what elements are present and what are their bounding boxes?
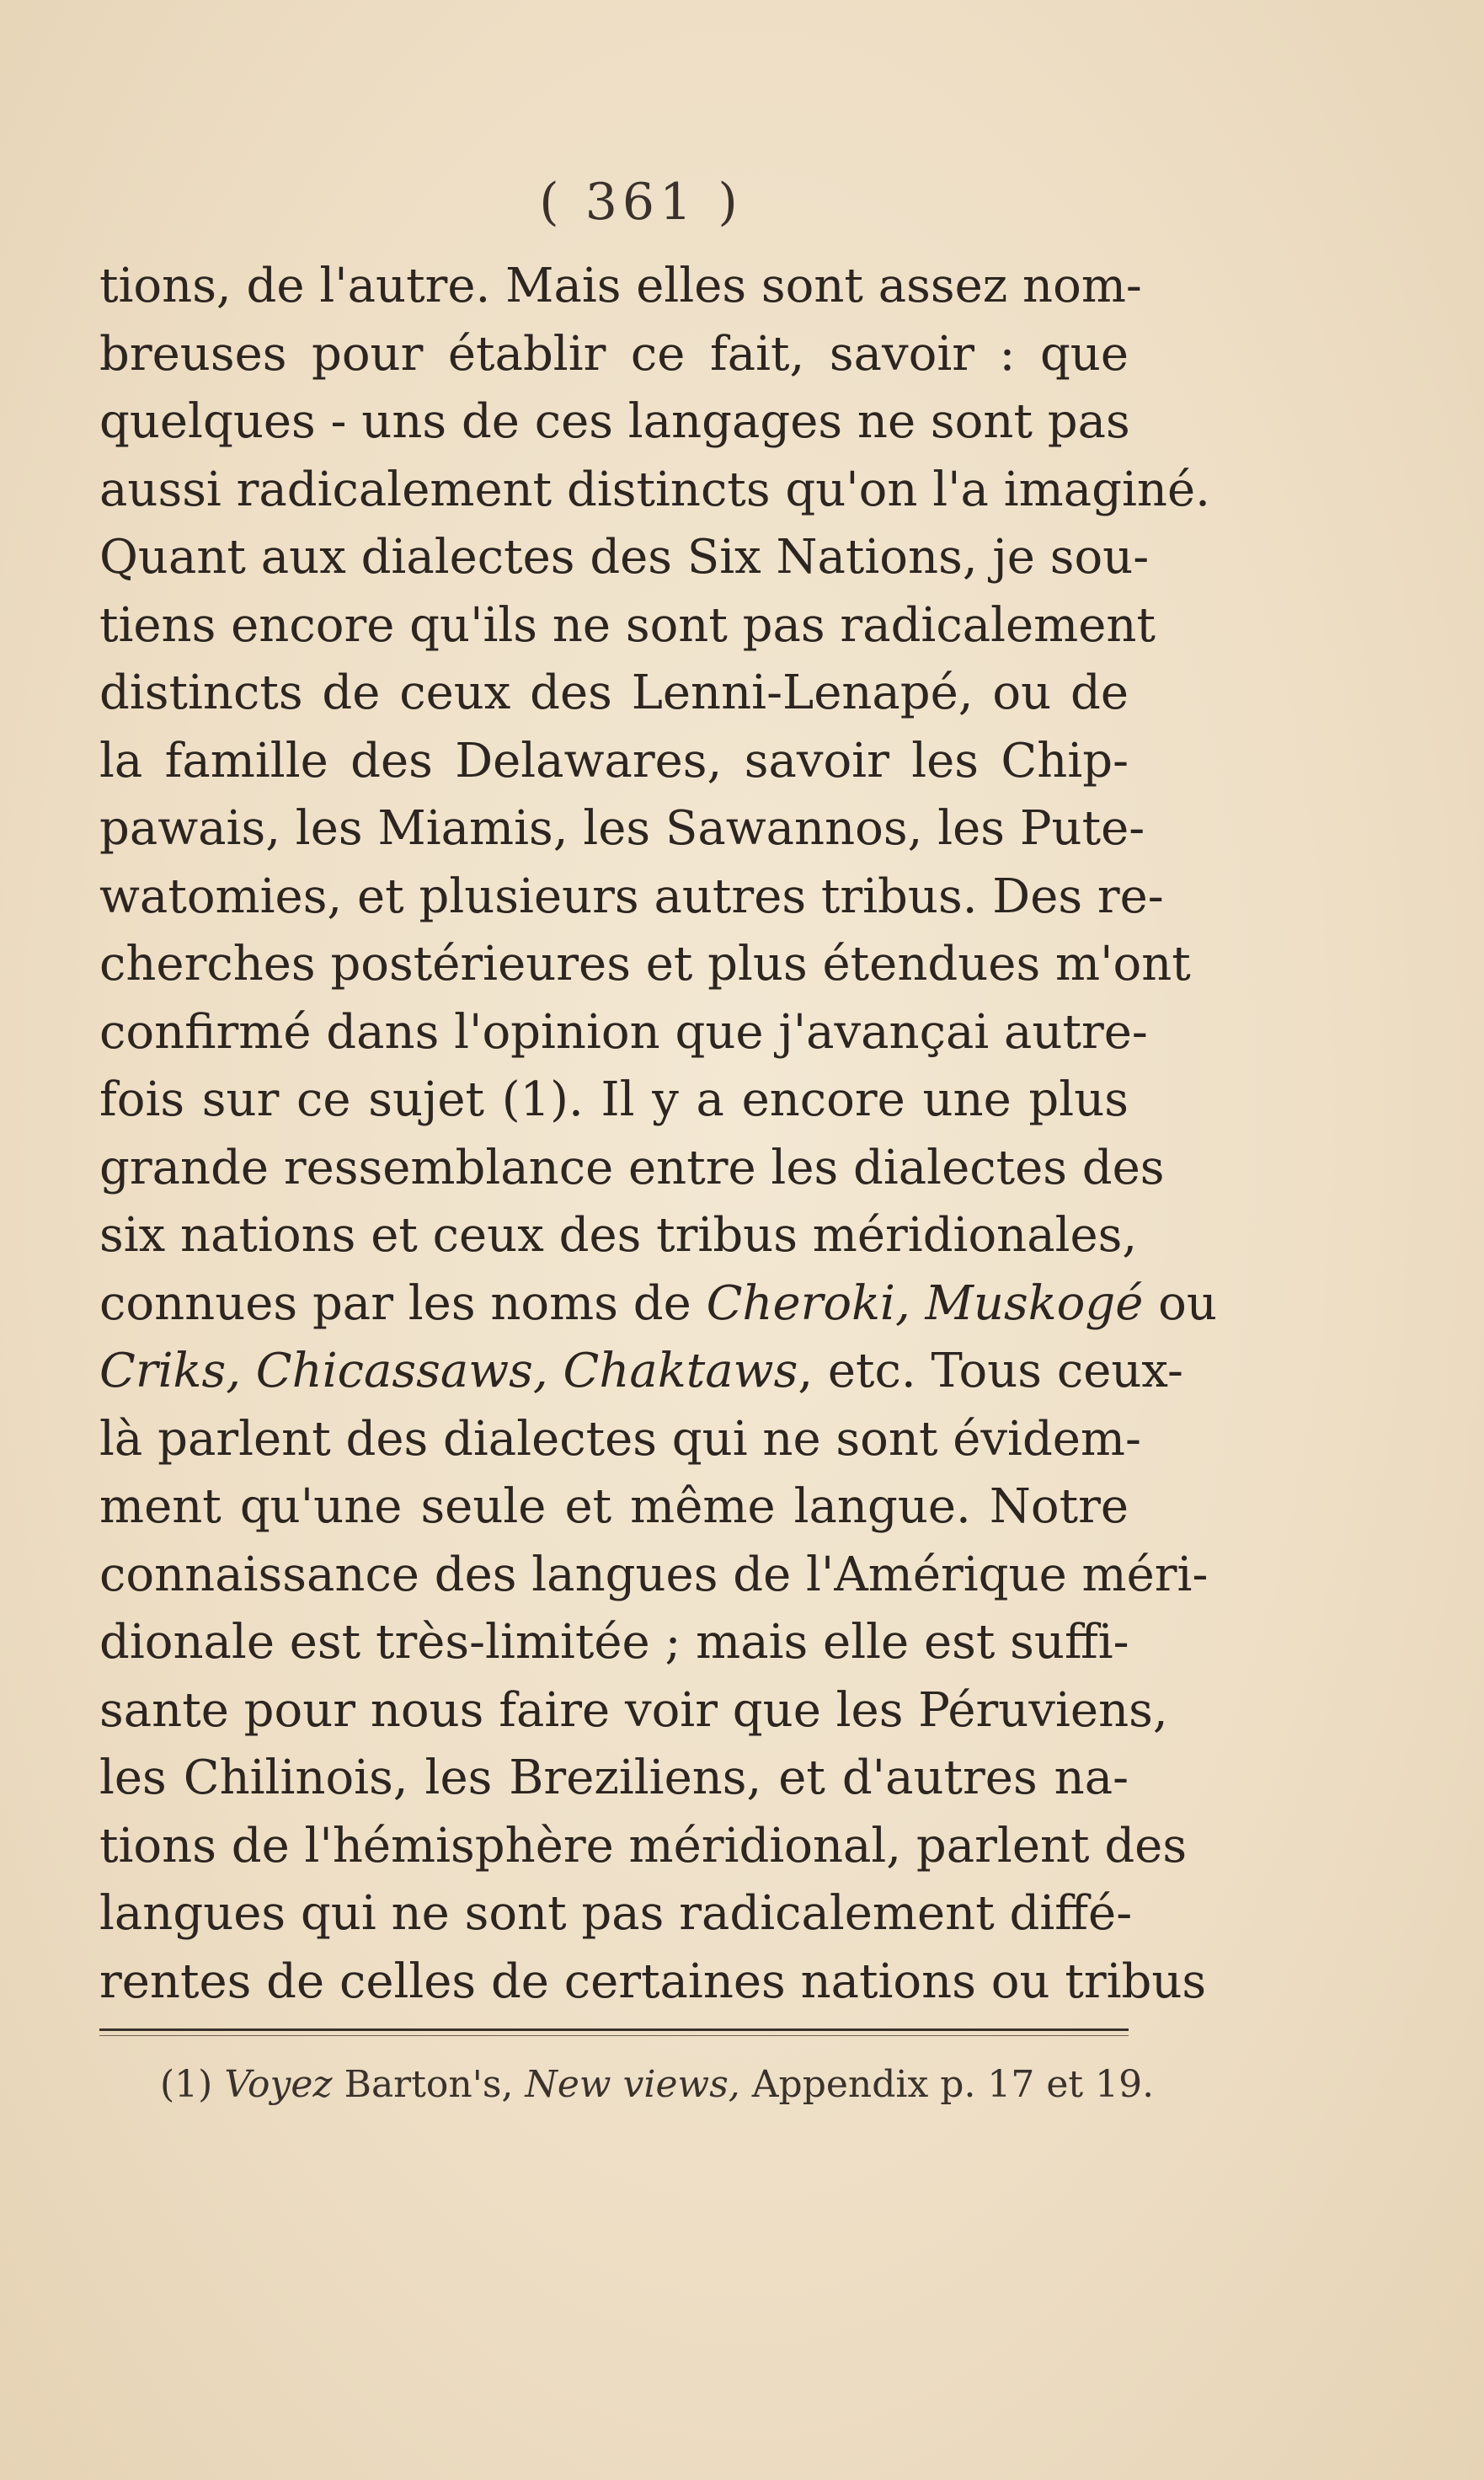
text-segment: ou [1143, 1275, 1217, 1331]
text-line: tions, de l'autre. Mais elles sont assez nom- [99, 259, 1142, 313]
text-line-with-italics [99, 1338, 1183, 1406]
text-line: cherches postérieures et plus étendues m'ont [99, 937, 1191, 991]
text-line-with-italics [99, 1270, 1217, 1339]
text-line: grande ressemblance entre les dialectes des [99, 1140, 1165, 1195]
body-text [99, 253, 1217, 2016]
text-line: là parlent des dialectes qui ne sont évidem- [99, 1411, 1141, 1467]
text-line: la famille des Delawares, savoir les Chip- [99, 733, 1129, 788]
footnote [160, 2060, 1155, 2110]
text-segment: connues par les noms de [99, 1275, 707, 1331]
text-line: watomies, et plusieurs autres tribus. Des re- [99, 869, 1164, 924]
text-line: confirmé dans l'opinion que j'avançai autre- [99, 1004, 1148, 1060]
text-segment: , etc. Tous ceux- [798, 1344, 1183, 1398]
italic-segment: Cheroki, Muskogé [706, 1275, 1144, 1331]
text-line: distincts de ceux des Lenni-Lenapé, ou de [99, 665, 1129, 720]
footnote-marker: (1) [160, 2063, 225, 2106]
text-line: aussi radicalement distincts qu'on l'a imaginé. [99, 462, 1210, 517]
text-line: Quant aux dialectes des Six Nations, je sou- [99, 530, 1150, 585]
text-line: six nations et ceux des tribus méridionales, [99, 1208, 1138, 1263]
text-line: connaissance des langues de l'Amérique méri- [99, 1547, 1209, 1602]
text-line: tiens encore qu'ils ne sont pas radicalement [99, 597, 1156, 653]
text-line: langues qui ne sont pas radicalement diffé- [99, 1886, 1133, 1941]
footnote-italic: Voyez [224, 2063, 333, 2106]
text-line: breuses pour établir ce fait, savoir : que [99, 326, 1129, 382]
text-line: ment qu'une seule et même langue. Notre [99, 1479, 1129, 1534]
italic-segment: Criks, Chicassaws, Chaktaws [99, 1344, 798, 1398]
text-line: quelques - uns de ces langages ne sont pas [99, 394, 1130, 449]
text-line: fois sur ce sujet (1). Il y a encore une plus [99, 1072, 1129, 1127]
footnote-text: Barton's, [332, 2063, 526, 2106]
page-number: ( 361 ) [539, 173, 743, 232]
footnote-rule [99, 2028, 1129, 2031]
text-line: pawais, les Miamis, les Sawannos, les Pute- [99, 801, 1145, 856]
footnote-text: Appendix p. 17 et 19. [739, 2063, 1155, 2106]
text-line: dionale est très-limitée ; mais elle est suffi- [99, 1615, 1129, 1670]
text-line: rentes de celles de certaines nations ou tribus [99, 1954, 1207, 2009]
text-line: les Chilinois, les Breziliens, et d'autres na- [99, 1750, 1129, 1805]
text-line: tions de l'hémisphère méridional, parlent des [99, 1818, 1188, 1873]
footnote-italic: New views, [525, 2063, 740, 2106]
footnote-rule-thin [99, 2035, 1129, 2036]
text-line: sante pour nous faire voir que les Péruviens, [99, 1682, 1168, 1738]
